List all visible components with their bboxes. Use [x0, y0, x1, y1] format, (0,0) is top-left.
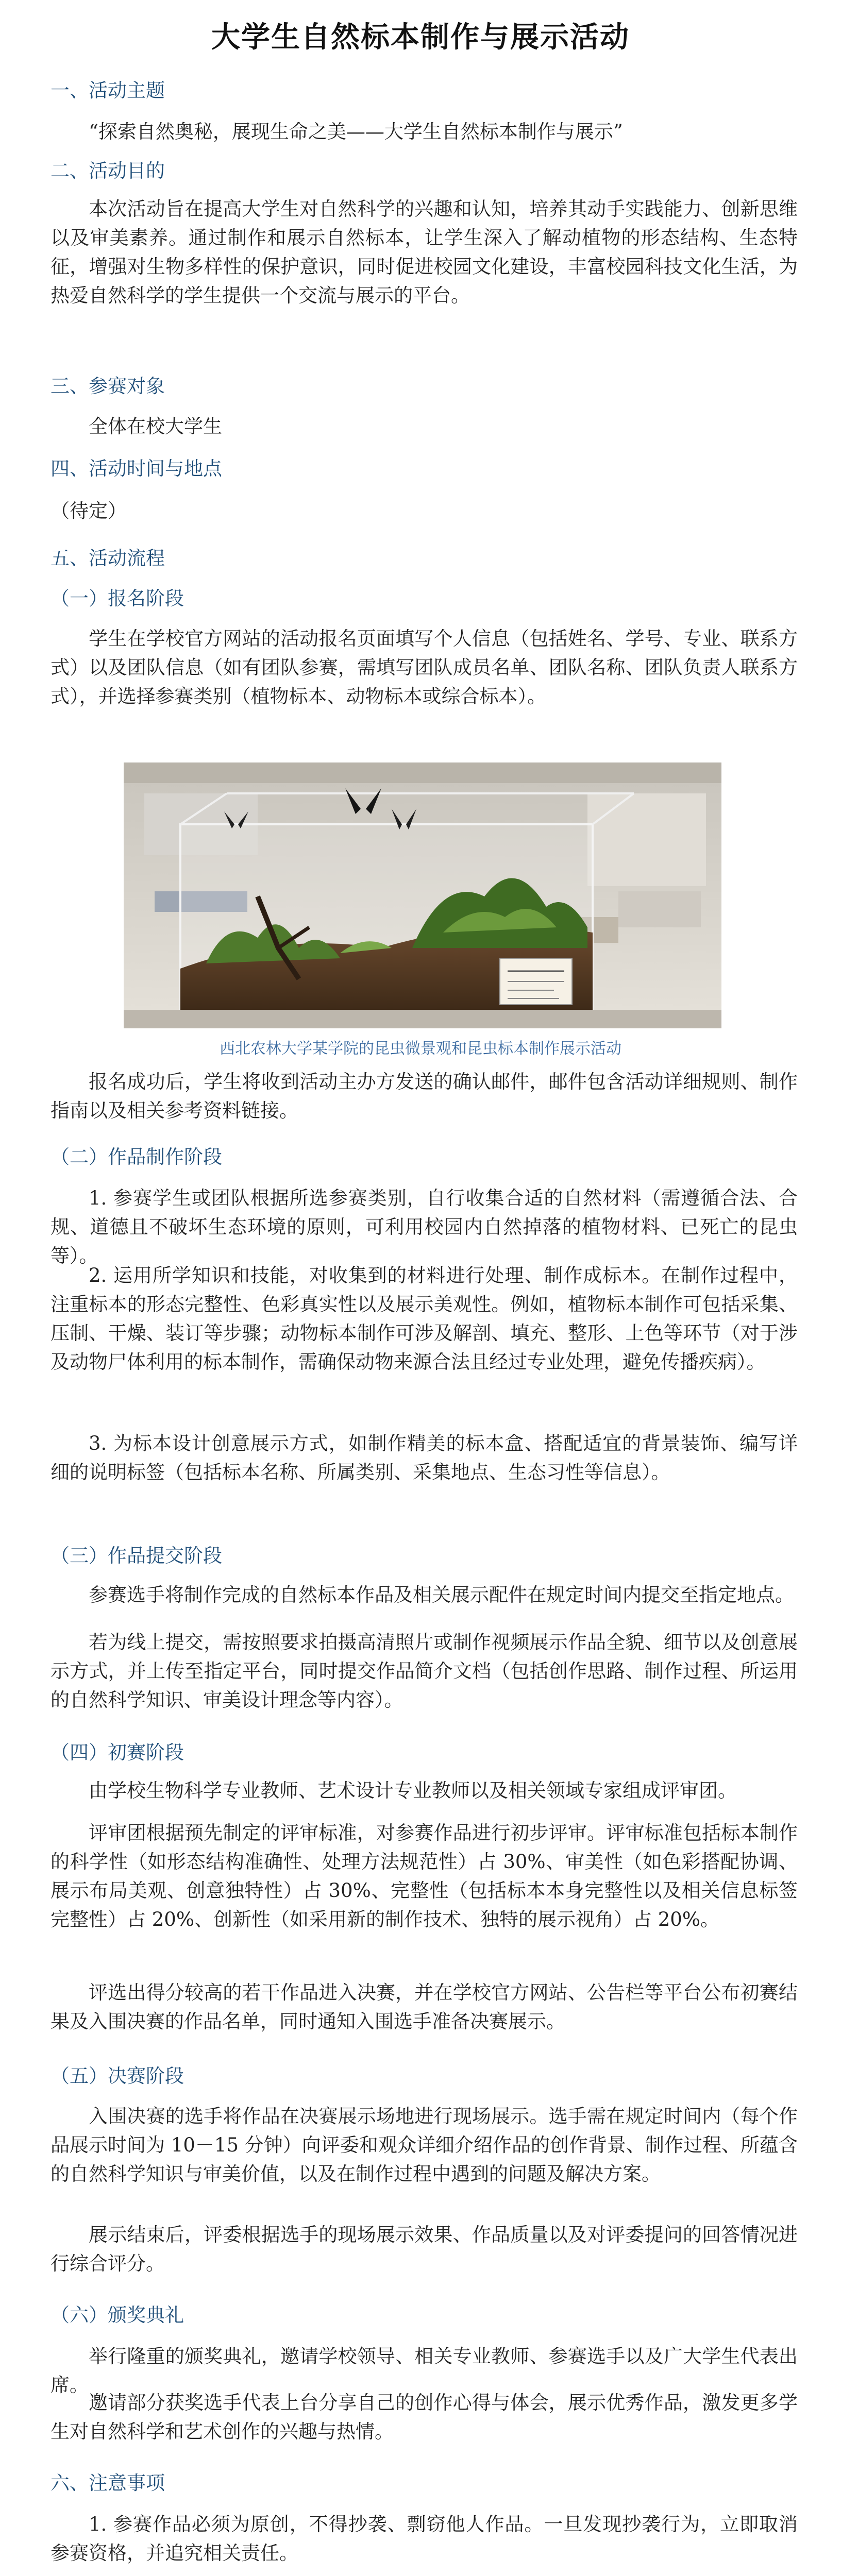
award-sharing-text: 邀请部分获奖选手代表上台分享自己的创作心得与体会，展示优秀作品，激发更多学生对自然科学和艺术创作的兴趣与热情。 — [51, 2392, 798, 2443]
registration-text: 学生在学校官方网站的活动报名页面填写个人信息（包括姓名、学号、专业、联系方式）以及团队信息（如有团队参赛，需填写团队成员名单、团队名称、团队负责人联系方式），并选择参赛类别（植物标本、动物标本或综合标本）。 — [51, 628, 798, 707]
photo-caption: 西北农林大学某学院的昆虫微景观和昆虫标本制作展示活动 — [220, 1040, 621, 1058]
preliminary-results-text: 评选出得分较高的若干作品进入决赛，并在学校官方网站、公告栏等平台公布初赛结果及入围决赛的作品名单，同时通知入围选手准备决赛展示。 — [51, 1981, 798, 2032]
submission-text-2: 若为线上提交，需按照要求拍摄高清照片或制作视频展示作品全貌、细节以及创意展示方式，并上传至指定平台，同时提交作品简介文档（包括创作思路、制作过程、所运用的自然科学知识、审美设计理念等内容）。 — [51, 1631, 798, 1711]
note-1: 1. 参赛作品必须为原创，不得抄袭、剽窃他人作品。一旦发现抄袭行为，立即取消参赛资格，并追究相关责任。 — [51, 2513, 798, 2564]
preliminary-text-1: 由学校生物科学专业教师、艺术设计专业教师以及相关领域专家组成评审团。 — [89, 1780, 737, 1802]
theme-text: “探索自然奥秘，展现生命之美——大学生自然标本制作与展示” — [89, 121, 623, 143]
subheading-submission: （三）作品提交阶段 — [51, 1545, 222, 1567]
time-place-text: （待定） — [51, 500, 127, 522]
final-scoring-text: 展示结束后，评委根据选手的现场展示效果、作品质量以及对评委提问的回答情况进行综合评分。 — [51, 2224, 798, 2275]
section-heading-time-place: 四、活动时间与地点 — [51, 457, 222, 480]
section-heading-participants: 三、参赛对象 — [51, 375, 165, 397]
preliminary-criteria-text: 评审团根据预先制定的评审标准，对参赛作品进行初步评审。评审标准包括标本制作的科学性（如形态结构准确性、处理方法规范性）占 30%、审美性（如色彩搭配协调、展示布局美观、创意独特性）占 30%、完整性（包括标本本身完整性以及相关信息标签完整性）占 20%、创新性（如采用新的制作技术、独特的展示视角）占 20%。 — [51, 1822, 798, 1930]
participants-text: 全体在校大学生 — [89, 415, 222, 437]
production-step-3: 3. 为标本设计创意展示方式，如制作精美的标本盒、搭配适宜的背景装饰、编写详细的说明标签（包括标本名称、所属类别、采集地点、生态习性等信息）。 — [51, 1432, 798, 1483]
production-step-2: 2. 运用所学知识和技能，对收集到的材料进行处理、制作成标本。在制作过程中，注重标本的形态完整性、色彩真实性以及展示美观性。例如，植物标本制作可包括采集、压制、干燥、装订等步骤；动物标本制作可涉及解剖、填充、整形、上色等环节（对于涉及动物尸体利用的标本制作，需确保动物来源合法且经过专业处理，避免传播疾病）。 — [51, 1264, 798, 1373]
final-presentation-text: 入围决赛的选手将作品在决赛展示场地进行现场展示。选手需在规定时间内（每个作品展示时间为 10－15 分钟）向评委和观众详细介绍作品的创作背景、制作过程、所蕴含的自然科学知识与审美价值，以及在制作过程中遇到的问题及解决方案。 — [51, 2105, 798, 2185]
section-heading-process: 五、活动流程 — [51, 547, 165, 569]
section-heading-theme: 一、活动主题 — [51, 79, 165, 101]
subheading-final: （五）决赛阶段 — [51, 2065, 184, 2087]
award-ceremony-text: 举行隆重的颁奖典礼，邀请学校领导、相关专业教师、参赛选手以及广大学生代表出席。 — [51, 2345, 798, 2396]
section-heading-notes: 六、注意事项 — [51, 2472, 165, 2494]
subheading-registration: （一）报名阶段 — [51, 587, 184, 609]
subheading-production: （二）作品制作阶段 — [51, 1146, 222, 1168]
photo-illustration — [124, 762, 721, 1028]
section-heading-purpose: 二、活动目的 — [51, 160, 165, 182]
submission-text-1: 参赛选手将制作完成的自然标本作品及相关展示配件在规定时间内提交至指定地点。 — [89, 1584, 794, 1606]
subheading-award: （六）颁奖典礼 — [51, 2304, 184, 2326]
subheading-preliminary: （四）初赛阶段 — [51, 1741, 184, 1764]
insect-diorama-photo — [124, 762, 721, 1028]
registration-confirmation-text: 报名成功后，学生将收到活动主办方发送的确认邮件，邮件包含活动详细规则、制作指南以及相关参考资料链接。 — [51, 1071, 798, 1122]
document-title: 大学生自然标本制作与展示活动 — [211, 20, 630, 54]
purpose-text: 本次活动旨在提高大学生对自然科学的兴趣和认知，培养其动手实践能力、创新思维以及审美素养。通过制作和展示自然标本，让学生深入了解动植物的形态结构、生态特征，增强对生物多样性的保护意识，同时促进校园文化建设，丰富校园科技文化生活，为热爱自然科学的学生提供一个交流与展示的平台。 — [51, 198, 798, 307]
production-step-1: 1. 参赛学生或团队根据所选参赛类别，自行收集合适的自然材料（需遵循合法、合规、道德且不破坏生态环境的原则，可利用校园内自然掉落的植物材料、已死亡的昆虫等）。 — [51, 1187, 798, 1267]
